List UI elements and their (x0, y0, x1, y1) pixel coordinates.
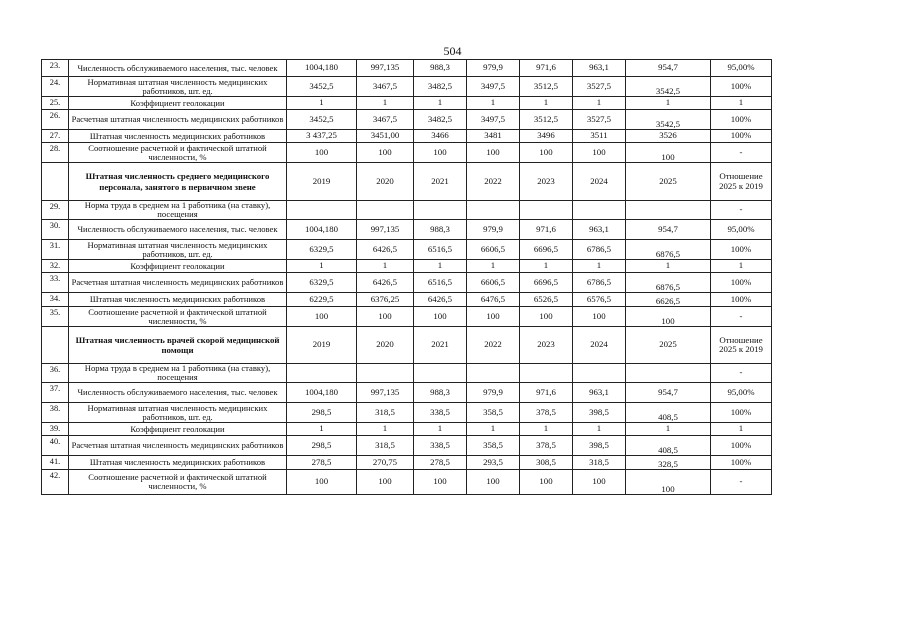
value-cell: 100 (520, 143, 573, 163)
value-cell: 100% (711, 456, 772, 470)
value-cell: 100 (573, 470, 626, 495)
value-cell: 95,00% (711, 220, 772, 240)
value-cell: 408,5 (626, 436, 711, 456)
value-cell: 1004,180 (287, 220, 357, 240)
value-cell: 318,5 (357, 403, 414, 423)
value-cell: 3451,00 (357, 130, 414, 143)
row-number (42, 163, 69, 201)
row-number: 33. (42, 273, 69, 293)
value-cell: 954,7 (626, 60, 711, 77)
value-cell: 95,00% (711, 60, 772, 77)
year-header-cell: 2020 (357, 163, 414, 201)
value-cell: 358,5 (467, 436, 520, 456)
row-number: 27. (42, 130, 69, 143)
table-row (42, 470, 772, 495)
table-row (42, 273, 772, 293)
value-cell: 3526 (626, 130, 711, 143)
row-number: 34. (42, 293, 69, 307)
value-cell: 6426,5 (414, 293, 467, 307)
table-row (42, 60, 772, 77)
row-number: 42. (42, 470, 69, 495)
value-cell: 3481 (467, 130, 520, 143)
row-label: Расчетная штатная численность медицинских работников (69, 436, 287, 456)
table-row (42, 130, 772, 143)
table-row (42, 260, 772, 273)
value-cell: 963,1 (573, 220, 626, 240)
value-cell: 3512,5 (520, 77, 573, 97)
value-cell: 963,1 (573, 60, 626, 77)
year-header-cell: 2022 (467, 327, 520, 364)
year-header-cell: 2024 (573, 163, 626, 201)
row-label: Штатная численность медицинских работников (69, 130, 287, 143)
value-cell (357, 364, 414, 383)
value-cell: 1 (711, 423, 772, 436)
value-cell: 318,5 (573, 456, 626, 470)
row-number: 41. (42, 456, 69, 470)
value-cell: - (711, 143, 772, 163)
year-header-cell: 2025 (626, 327, 711, 364)
value-cell: 100% (711, 77, 772, 97)
row-number: 36. (42, 364, 69, 383)
value-cell: 278,5 (414, 456, 467, 470)
value-cell: 100% (711, 273, 772, 293)
value-cell: 997,135 (357, 383, 414, 403)
value-cell: 997,135 (357, 220, 414, 240)
value-cell: 1004,180 (287, 60, 357, 77)
value-cell: 6786,5 (573, 240, 626, 260)
value-cell: 963,1 (573, 383, 626, 403)
value-cell: 100 (467, 470, 520, 495)
value-cell: 100% (711, 436, 772, 456)
value-cell: 988,3 (414, 60, 467, 77)
row-label: Норма труда в среднем на 1 работника (на ставку), посещения (69, 364, 287, 383)
table-row (42, 364, 772, 383)
value-cell: 100 (287, 143, 357, 163)
value-cell: 398,5 (573, 436, 626, 456)
value-cell: 1 (711, 97, 772, 110)
value-cell: 378,5 (520, 403, 573, 423)
value-cell: 328,5 (626, 456, 711, 470)
row-label: Расчетная штатная численность медицинских работников (69, 273, 287, 293)
table-row (42, 77, 772, 97)
value-cell: 6476,5 (467, 293, 520, 307)
value-cell: 100 (357, 470, 414, 495)
value-cell: 6526,5 (520, 293, 573, 307)
table-row (42, 201, 772, 220)
value-cell: 971,6 (520, 220, 573, 240)
value-cell: - (711, 470, 772, 495)
value-cell: 100 (520, 470, 573, 495)
row-number (42, 327, 69, 364)
value-cell: 6606,5 (467, 240, 520, 260)
table-row (42, 383, 772, 403)
value-cell: 1004,180 (287, 383, 357, 403)
value-cell (573, 364, 626, 383)
table-row (42, 307, 772, 327)
table-row (42, 423, 772, 436)
row-number: 32. (42, 260, 69, 273)
row-number: 38. (42, 403, 69, 423)
value-cell: 100 (414, 307, 467, 327)
year-header-cell: 2023 (520, 327, 573, 364)
value-cell: 95,00% (711, 383, 772, 403)
value-cell: 954,7 (626, 383, 711, 403)
value-cell: 971,6 (520, 60, 573, 77)
value-cell (414, 201, 467, 220)
value-cell (520, 364, 573, 383)
row-number: 31. (42, 240, 69, 260)
value-cell: 358,5 (467, 403, 520, 423)
value-cell: 1 (357, 97, 414, 110)
value-cell: - (711, 364, 772, 383)
value-cell: 971,6 (520, 383, 573, 403)
value-cell: 3482,5 (414, 110, 467, 130)
year-header-cell: 2023 (520, 163, 573, 201)
row-label: Штатная численность медицинских работников (69, 293, 287, 307)
value-cell (414, 364, 467, 383)
value-cell: 6606,5 (467, 273, 520, 293)
value-cell: 979,9 (467, 383, 520, 403)
value-cell (626, 364, 711, 383)
value-cell: 100 (573, 143, 626, 163)
value-cell: 298,5 (287, 403, 357, 423)
value-cell: 979,9 (467, 60, 520, 77)
value-cell: 100% (711, 403, 772, 423)
value-cell: 3496 (520, 130, 573, 143)
value-cell: 1 (467, 97, 520, 110)
section-title: Штатная численность среднего медицинского персонала, занятого в первичном звене (69, 163, 287, 201)
section-header-row (42, 327, 772, 364)
year-header-cell: 2024 (573, 327, 626, 364)
value-cell: 100 (287, 470, 357, 495)
value-cell: 954,7 (626, 220, 711, 240)
value-cell: 3467,5 (357, 77, 414, 97)
value-cell (467, 201, 520, 220)
value-cell: 1 (287, 97, 357, 110)
value-cell: 308,5 (520, 456, 573, 470)
year-header-cell: Отношение 2025 к 2019 (711, 327, 772, 364)
value-cell (520, 201, 573, 220)
value-cell (357, 201, 414, 220)
year-header-cell: Отношение 2025 к 2019 (711, 163, 772, 201)
section-header-row (42, 163, 772, 201)
value-cell: 1 (357, 423, 414, 436)
value-cell: 100% (711, 130, 772, 143)
value-cell: 6626,5 (626, 293, 711, 307)
row-number: 28. (42, 143, 69, 163)
row-label: Численность обслуживаемого населения, тыс. человек (69, 220, 287, 240)
value-cell: 1 (573, 423, 626, 436)
value-cell: 1 (414, 423, 467, 436)
value-cell: 1 (573, 97, 626, 110)
value-cell: 1 (626, 97, 711, 110)
table-row (42, 143, 772, 163)
page-number: 504 (443, 44, 462, 58)
value-cell: 6786,5 (573, 273, 626, 293)
value-cell: 293,5 (467, 456, 520, 470)
row-number: 40. (42, 436, 69, 456)
table-row (42, 293, 772, 307)
row-label: Нормативная штатная численность медицинских работников, шт. ед. (69, 77, 287, 97)
row-number: 23. (42, 60, 69, 77)
value-cell: 100 (626, 143, 711, 163)
row-number: 29. (42, 201, 69, 220)
value-cell: 3527,5 (573, 110, 626, 130)
value-cell: 100 (287, 307, 357, 327)
value-cell: 3527,5 (573, 77, 626, 97)
row-label: Соотношение расчетной и фактической штатной численности, % (69, 143, 287, 163)
value-cell: 1 (467, 423, 520, 436)
row-number: 30. (42, 220, 69, 240)
value-cell: 6329,5 (287, 273, 357, 293)
value-cell: 1 (467, 260, 520, 273)
value-cell: 1 (414, 97, 467, 110)
value-cell: 1 (520, 260, 573, 273)
value-cell (467, 364, 520, 383)
row-number: 24. (42, 77, 69, 97)
value-cell: 3452,5 (287, 110, 357, 130)
value-cell: 6516,5 (414, 240, 467, 260)
value-cell: 6876,5 (626, 273, 711, 293)
value-cell: 100 (520, 307, 573, 327)
value-cell: 6426,5 (357, 240, 414, 260)
value-cell: 6229,5 (287, 293, 357, 307)
value-cell: 3467,5 (357, 110, 414, 130)
value-cell: 1 (520, 423, 573, 436)
value-cell: 100 (467, 307, 520, 327)
row-label: Нормативная штатная численность медицинских работников, шт. ед. (69, 403, 287, 423)
value-cell: 338,5 (414, 403, 467, 423)
value-cell: 378,5 (520, 436, 573, 456)
row-number: 37. (42, 383, 69, 403)
year-header-cell: 2019 (287, 327, 357, 364)
value-cell: 298,5 (287, 436, 357, 456)
row-label: Норма труда в среднем на 1 работника (на ставку), посещения (69, 201, 287, 220)
value-cell: 6696,5 (520, 240, 573, 260)
value-cell: 100% (711, 240, 772, 260)
value-cell: 1 (626, 423, 711, 436)
value-cell: 100 (414, 470, 467, 495)
value-cell: 1 (573, 260, 626, 273)
row-label: Соотношение расчетной и фактической штатной численности, % (69, 307, 287, 327)
value-cell: 997,135 (357, 60, 414, 77)
section-title: Штатная численность врачей скорой медицинской помощи (69, 327, 287, 364)
value-cell: 1 (414, 260, 467, 273)
value-cell: 1 (520, 97, 573, 110)
staffing-table (41, 59, 772, 495)
value-cell: 1 (711, 260, 772, 273)
value-cell: 6426,5 (357, 273, 414, 293)
value-cell: 408,5 (626, 403, 711, 423)
value-cell: 6576,5 (573, 293, 626, 307)
row-number: 26. (42, 110, 69, 130)
year-header-cell: 2022 (467, 163, 520, 201)
row-label: Коэффициент геолокации (69, 97, 287, 110)
value-cell: 100 (626, 307, 711, 327)
year-header-cell: 2020 (357, 327, 414, 364)
row-label: Соотношение расчетной и фактической штатной численности, % (69, 470, 287, 495)
row-number: 25. (42, 97, 69, 110)
value-cell (626, 201, 711, 220)
year-header-cell: 2021 (414, 327, 467, 364)
value-cell: 100 (414, 143, 467, 163)
value-cell: 100 (626, 470, 711, 495)
value-cell: 1 (357, 260, 414, 273)
value-cell: 278,5 (287, 456, 357, 470)
value-cell: 100 (357, 143, 414, 163)
value-cell: 6376,25 (357, 293, 414, 307)
value-cell: - (711, 307, 772, 327)
row-label: Численность обслуживаемого населения, тыс. человек (69, 383, 287, 403)
value-cell: 1 (287, 260, 357, 273)
value-cell: 6516,5 (414, 273, 467, 293)
value-cell (287, 364, 357, 383)
row-label: Коэффициент геолокации (69, 260, 287, 273)
table-row (42, 110, 772, 130)
value-cell: 1 (287, 423, 357, 436)
table-row (42, 97, 772, 110)
value-cell (573, 201, 626, 220)
value-cell (287, 201, 357, 220)
year-header-cell: 2025 (626, 163, 711, 201)
value-cell: 988,3 (414, 383, 467, 403)
table-row (42, 403, 772, 423)
value-cell: 3452,5 (287, 77, 357, 97)
value-cell: 3482,5 (414, 77, 467, 97)
value-cell: 100 (573, 307, 626, 327)
value-cell: 3 437,25 (287, 130, 357, 143)
value-cell: 3497,5 (467, 77, 520, 97)
row-label: Нормативная штатная численность медицинских работников, шт. ед. (69, 240, 287, 260)
value-cell: 6329,5 (287, 240, 357, 260)
value-cell: 100% (711, 293, 772, 307)
value-cell: - (711, 201, 772, 220)
value-cell: 1 (626, 260, 711, 273)
row-number: 39. (42, 423, 69, 436)
value-cell: 3466 (414, 130, 467, 143)
value-cell: 3512,5 (520, 110, 573, 130)
value-cell: 988,3 (414, 220, 467, 240)
year-header-cell: 2021 (414, 163, 467, 201)
value-cell: 270,75 (357, 456, 414, 470)
value-cell: 398,5 (573, 403, 626, 423)
value-cell: 6876,5 (626, 240, 711, 260)
table-row (42, 436, 772, 456)
value-cell: 979,9 (467, 220, 520, 240)
row-label: Расчетная штатная численность медицинских работников (69, 110, 287, 130)
table-row (42, 220, 772, 240)
value-cell: 3511 (573, 130, 626, 143)
table-row (42, 456, 772, 470)
row-label: Численность обслуживаемого населения, тыс. человек (69, 60, 287, 77)
row-label: Коэффициент геолокации (69, 423, 287, 436)
value-cell: 100 (467, 143, 520, 163)
value-cell: 100% (711, 110, 772, 130)
value-cell: 6696,5 (520, 273, 573, 293)
value-cell: 318,5 (357, 436, 414, 456)
year-header-cell: 2019 (287, 163, 357, 201)
table-row (42, 240, 772, 260)
value-cell: 100 (357, 307, 414, 327)
value-cell: 338,5 (414, 436, 467, 456)
value-cell: 3542,5 (626, 77, 711, 97)
row-number: 35. (42, 307, 69, 327)
value-cell: 3497,5 (467, 110, 520, 130)
value-cell: 3542,5 (626, 110, 711, 130)
row-label: Штатная численность медицинских работников (69, 456, 287, 470)
